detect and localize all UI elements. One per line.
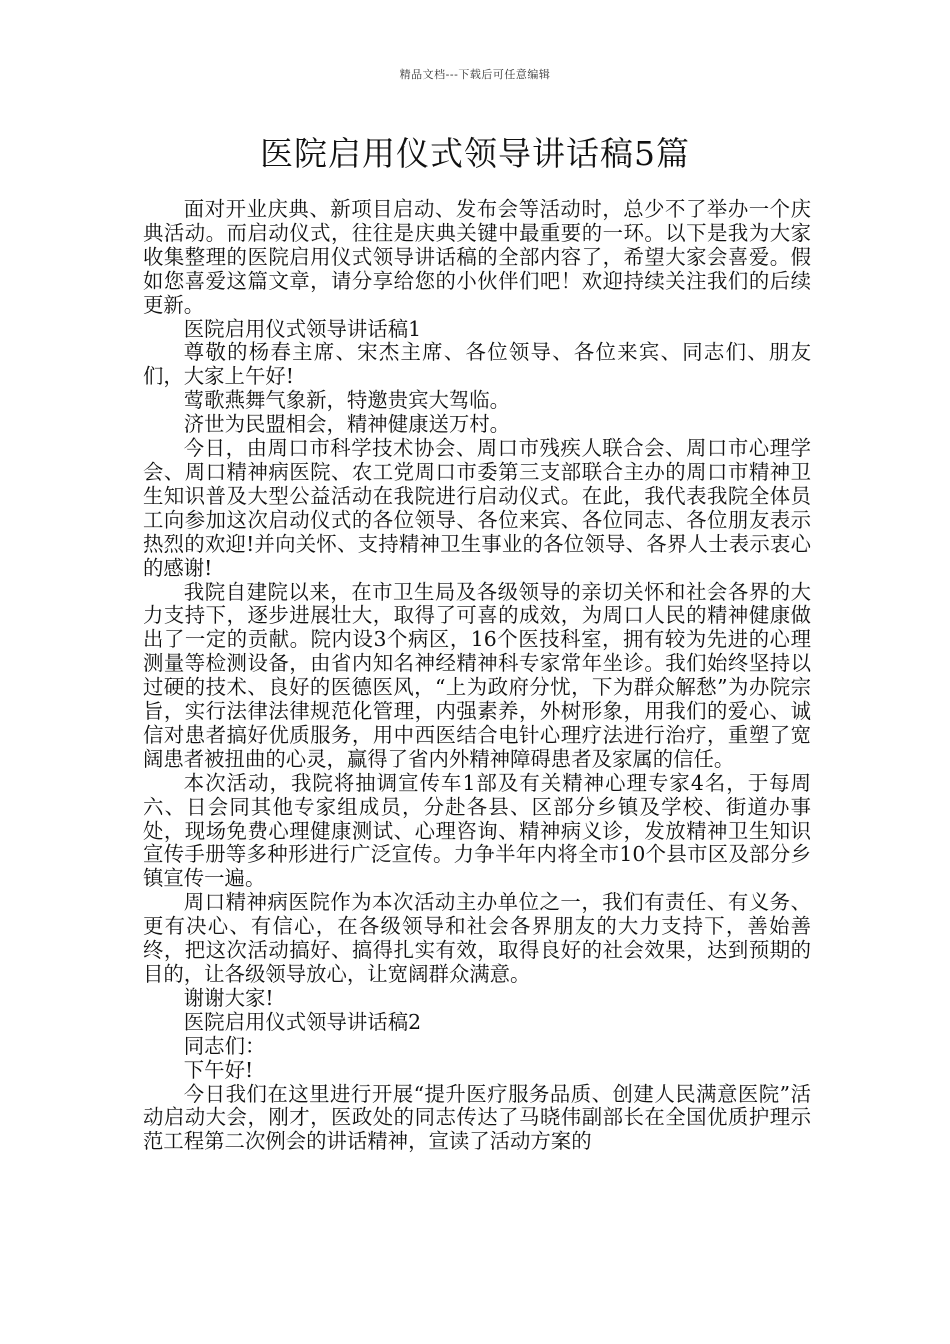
header-note: 精品文档---下载后可任意编辑 [399, 68, 551, 81]
document-body [143, 198, 811, 1154]
section-heading-2: 医院启用仪式领导讲话稿2 [183, 1009, 422, 1034]
body-paragraph: 今日我们在这里进行开展“提升医疗服务品质、创建人民满意医院”活动启动大会，刚才，医政处的同志传达了马晓伟副部长在全国优质护理示范工程第二次例会的讲话精神，宣读了活动方案的 [143, 1081, 811, 1154]
body-paragraph: 今日，由周口市科学技术协会、周口市残疾人联合会、周口市心理学会、周口精神病医院、农工党周口市委第三支部联合主办的周口市精神卫生知识普及大型公益活动在我院进行启动仪式。在此，我代表我院全体员工向参加这次启动仪式的各位领导、各位来宾、各位同志、各位朋友表示热烈的欢迎!并向关怀、支持精神卫生事业的各位领导、各界人士表示衷心的感谢! [143, 436, 811, 580]
body-paragraph: 莺歌燕舞气象新，特邀贵宾大驾临。 [183, 388, 511, 413]
body-paragraph: 尊敬的杨春主席、宋杰主席、各位领导、各位来宾、同志们、朋友们，大家上午好! [143, 340, 811, 389]
body-paragraph: 本次活动，我院将抽调宣传车1部及有关精神心理专家4名，于每周六、日会同其他专家组成员，分赴各县、区部分乡镇及学校、街道办事处，现场免费心理健康测试、心理咨询、精神病义诊，发放精神卫生知识宣传手册等多种形进行广泛宣传。力争半年内将全市10个县市区及部分乡镇宣传一遍。 [143, 770, 811, 891]
section-heading-1: 医院启用仪式领导讲话稿1 [183, 316, 422, 341]
body-paragraph: 谢谢大家! [183, 985, 274, 1010]
document-title: 医院启用仪式领导讲话稿5篇 [260, 134, 690, 173]
body-paragraph: 下午好! [183, 1057, 254, 1082]
body-paragraph: 周口精神病医院作为本次活动主办单位之一，我们有责任、有义务、更有决心、有信心，在各级领导和社会各界朋友的大力支持下，善始善终，把这次活动搞好、搞得扎实有效，取得良好的社会效果，达到预期的目的，让各级领导放心，让宽阔群众满意。 [143, 890, 811, 986]
body-paragraph: 济世为民盟相会，精神健康送万村。 [183, 412, 511, 437]
body-paragraph: 同志们： [183, 1033, 266, 1058]
intro-paragraph: 面对开业庆典、新项目启动、发布会等活动时，总少不了举办一个庆典活动。而启动仪式，往往是庆典关键中最重要的一环。以下是我为大家收集整理的医院启用仪式领导讲话稿的全部内容了，希望大家会喜爱。假如您喜爱这篇文章，请分享给您的小伙伴们吧！欢迎持续关注我们的后续更新。 [143, 197, 811, 317]
body-paragraph: 我院自建院以来，在市卫生局及各级领导的亲切关怀和社会各界的大力支持下，逐步进展壮大，取得了可喜的成效，为周口人民的精神健康做出了一定的贡献。院内设3个病区，16个医技科室，拥有较为先进的心理测量等检测设备，由省内知名神经精神科专家常年坐诊。我们始终坚持以过硬的技术、良好的医德医风，“上为政府分忧，下为群众解愁”为办院宗旨，实行法律法律规范化管理，内强素养，外树形象，用我们的爱心、诚信对患者搞好优质服务，用中西医结合电针心理疗法进行治疗，重塑了宽阔患者被扭曲的心灵，赢得了省内外精神障碍患者及家属的信任。 [143, 579, 811, 771]
